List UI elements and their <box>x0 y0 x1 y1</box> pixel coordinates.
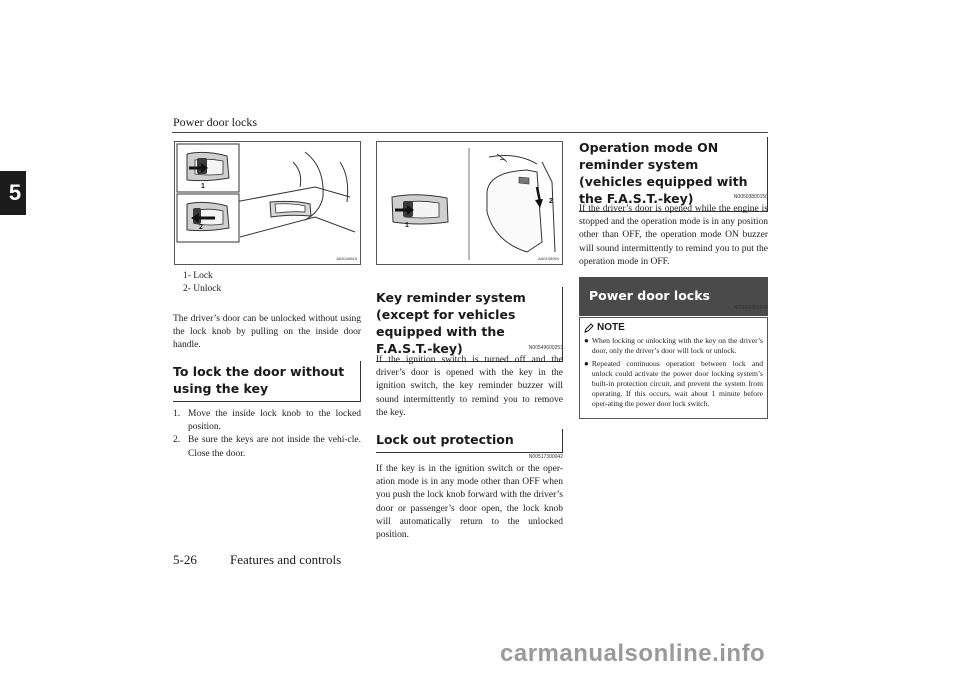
figure-code: AA0116815 <box>336 256 357 261</box>
heading-lock-without-key: To lock the door without using the key <box>173 361 361 402</box>
doc-code: N00503800150 <box>733 194 768 200</box>
fig-label-2: 2 <box>549 198 553 205</box>
note-box <box>579 317 768 419</box>
doc-code: N00509301646 <box>733 305 768 311</box>
steps-list <box>173 408 361 461</box>
figure-code: AA0108994 <box>538 256 559 261</box>
heading-operation-mode-reminder: Operation mode ON reminder system (vehicles equipped with the F.A.S.T.-key) <box>579 137 768 212</box>
doc-code: N00517300042 <box>528 454 563 460</box>
step-number: 1. <box>173 409 181 419</box>
page-header-title: Power door locks <box>173 115 257 129</box>
note-label <box>584 322 763 333</box>
fig-label-1: 1 <box>201 183 205 190</box>
note-text: Repeated continuous operation between lock and unlock could activate the power door locking system’s built-in protection circuit, and prevent the system from operating. If this occurs, wait about 1 minute before oper-ating the power door lock switch. <box>591 359 763 408</box>
lock-out-paragraph: If the key is in the ignition switch or the oper-ation mode is in any mode other than OFF when you push the lock knob forward with the driver’s door or passenger’s door open, the lock knob will automatically return to the unlocked position. <box>376 464 563 541</box>
bullet-icon: ● <box>584 359 589 368</box>
intro-paragraph: The driver’s door can be unlocked without using the lock knob by pulling on the inside door handle. <box>173 314 361 351</box>
note-label-text: NOTE <box>597 322 625 333</box>
key-reminder-paragraph: If the ignition switch is turned off and the driver’s door is opened with the key in the ignition switch, the key reminder buzzer will sound intermittently to remind you to remove the key. <box>376 355 563 418</box>
step-text: Move the inside lock knob to the locked position. <box>188 409 361 433</box>
step-number: 2. <box>173 435 181 446</box>
fig-label-2: 2 <box>199 224 203 231</box>
operation-mode-paragraph: If the driver’s door is opened while the engine is stopped and the operation mode is in any position other than OFF, the operation mode ON buzzer will sound intermittently to remind you to put the operation mode in OFF. <box>579 204 768 267</box>
heading-power-door-locks: Power door locks <box>579 277 768 316</box>
heading-key-reminder: Key reminder system (except for vehicles equipped with the F.A.S.T.-key) <box>376 287 563 362</box>
door-illustration <box>377 142 562 264</box>
footer-section-title: Features and controls <box>230 552 342 567</box>
header-rule <box>172 132 768 133</box>
note-item <box>584 336 763 356</box>
door-handle-illustration <box>175 142 360 264</box>
step-item <box>173 434 361 460</box>
bullet-icon: ● <box>584 336 589 345</box>
footer-page-number: 5-26 <box>173 552 197 567</box>
step-item <box>173 408 361 434</box>
heading-lock-out-protection: Lock out protection <box>376 429 563 453</box>
step-text: Be sure the keys are not inside the vehi-cle. Close the door. <box>188 435 361 459</box>
note-item <box>584 359 763 409</box>
caption-lock: 1- Lock <box>183 271 213 281</box>
watermark: carmanualsonline.info <box>500 640 766 667</box>
chapter-tab: 5 <box>0 171 26 215</box>
fig-label-1: 1 <box>405 222 409 229</box>
figure-key-reminder <box>376 141 563 265</box>
doc-code: N00549600253 <box>528 345 563 351</box>
caption-unlock: 2- Unlock <box>183 284 222 294</box>
figure-door-handle-lock-unlock <box>174 141 361 265</box>
pencil-note-icon <box>584 323 594 333</box>
note-text: When locking or unlocking with the key on the driver’s door, only the driver’s door will lock or unlock. <box>591 336 763 355</box>
